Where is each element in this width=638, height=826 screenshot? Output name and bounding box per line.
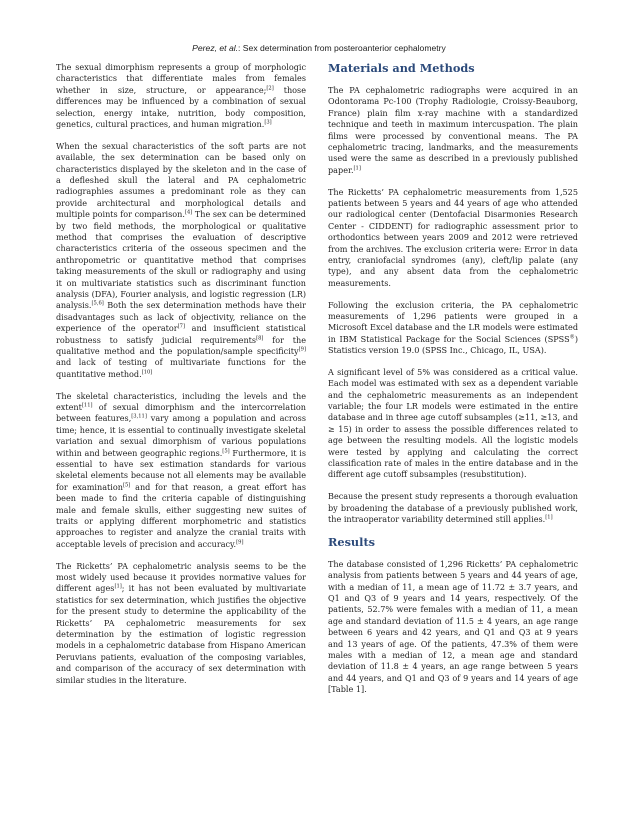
methods-paragraph-1: The PA cephalometric radiographs were acquired in an Odontorama Pc-100 (Trophy Radiologie, Croissy-Beauborg, France) plain film x-ray machine with a standardized technique and teeth in maximum intercuspation. The plain films were processed by conventional means. The PA cephalometric tracing, landmarks, and the measurements used were the same as described in a previously published paper.[1] (328, 85, 578, 175)
header-title: : Sex determination from posteroanterior cephalometry (238, 43, 446, 53)
citation-ref: [10] (141, 369, 153, 376)
methods-paragraph-5: Because the present study represents a thorough evaluation by broadening the database of a previously published work, the intraoperator variability determined still applies.[1] (328, 491, 578, 524)
methods-paragraph-2: The Ricketts’ PA cephalometric measurements from 1,525 patients between 5 years and 44 years of age who attended our radiological center (Dentofacial Disarmonies Research Center - CIDDENT) for radiographic assessment prior to orthodontics between years 2009 and 2012 were retrieved from the archives. The exclusion criteria were: Error in data entry, craniofacial syndromes (any), cleft/lip palate (any type), and any absent data from the cephalometric measurements. (328, 186, 578, 288)
citation-ref: [5,6] (91, 300, 104, 307)
left-column (56, 62, 306, 696)
citation-ref: [11] (81, 402, 93, 409)
intro-paragraph-1: The sexual dimorphism represents a group of morphologic characteristics that differentiate males from females whether in size, structure, or appearance;[2] those differences may be influenced by a combination of sexual selection, energy intake, nutrition, body composition, genetics, cultural practices, and human migration.[3] (56, 62, 307, 130)
citation-ref: [3,11] (131, 413, 147, 420)
citation-ref: [5] (222, 447, 230, 454)
citation-ref: [4] (184, 209, 193, 216)
running-header (0, 43, 638, 53)
citation-ref: [3] (264, 119, 272, 126)
citation-ref: [1] (353, 165, 361, 172)
citation-ref: [5] (122, 482, 131, 489)
methods-paragraph-4: A significant level of 5% was considered as a critical value. Each model was estimated with sex as a dependent variable and the cephalometric measurements as an independent variable; the four LR models were estimated in the entire database and in three age cutoff subsamples (≥11, ≥13, and ≥ 15) in order to assess the possible differences related to age between the resulting models. All the logistic models were tested by applying and calculating the correct classification rate of males in the entire database and in the different age cutoff subsamples (resubstitution). (328, 366, 578, 480)
citation-ref: [9] (298, 346, 306, 353)
intro-paragraph-2: When the sexual characteristics of the soft parts are not available, the sex determination can be based only on characteristics displayed by the skeleton and in the case of a defleshed skull the lateral and PA cephalometric radiographies assumes a predominant role as they can provide architectural and morphological details and multiple points for comparison.[4] The sex can be determined by two field methods, the morphological or qualitative method that comprises the evaluation of descriptive characteristics criteria of the osseous specimen and the anthropometric or quantitative method that comprises taking measurements of the skull or radiography and using it on multivariate statistics such as discriminant function analysis (DFA), Fourier analysis, and logistic regression (LR) analysis.[5,6] Both the sex determination methods have their disadvantages such as lack of objectivity, reliance on the experience of the operator[7] and insufficient statistical robustness to satisfy judicial requirements[8] for the qualitative method and the population/sample specificity[9] and lack of testing of multivariate functions for the quantitative method.[10] (56, 140, 306, 379)
citation-ref: [2] (266, 85, 274, 92)
methods-paragraph-3: Following the exclusion criteria, the PA cephalometric measurements of 1,296 patients were grouped in a Microsoft Excel database and the LR models were estimated in IBM Statistical Package for the Social Sciences (SPSS®) Statistics version 19.0 (SPSS Inc., Chicago, IL, USA). (328, 299, 578, 356)
registered-mark: ® (569, 334, 575, 341)
results-paragraph-1: The database consisted of 1,296 Ricketts’ PA cephalometric analysis from patients between 5 years and 44 years of age, with a median of 11, a mean age of 11.72 ± 3.7 years, and Q1 and Q3 of 9 years and 14 years, respectively. Of the patients, 52.7% were females with a median of 11, a mean age and standard deviation of 11.5 ± 4 years, an age range between 6 years and 42 years, and Q1 and Q3 at 9 years and 13 years of age. Of the patients, 47.3% of them were males with a median of 12, a mean age and standard deviation of 11.8 ± 4 years, an age range between 5 years and 44 years, and Q1 and Q3 of 9 years and 14 years of age [Table 1]. (328, 558, 578, 695)
right-column (328, 62, 578, 706)
results-heading: Results (328, 534, 376, 549)
citation-ref: [1] (114, 583, 122, 590)
citation-ref: [9] (236, 539, 244, 546)
materials-methods-heading: Materials and Methods (328, 61, 475, 75)
intro-paragraph-4: The Ricketts’ PA cephalometric analysis seems to be the most widely used because it provides normative values for different ages[1]; it has not been evaluated by multivariate statistics for sex determination, which justifies the objective for the present study to determine the applicability of the Ricketts’ PA cephalometric measurements for sex determination by the estimation of logistic regression models in a cephalometric database from Hispano American Peruvians patients, evaluation of the composing variables, and comparison of the accuracy of sex determination with similar studies in the literature. (56, 560, 306, 685)
citation-ref: [8] (256, 334, 264, 341)
citation-ref: [1] (545, 514, 553, 521)
header-authors: Perez, et al. (192, 43, 239, 53)
citation-ref: [7] (177, 323, 185, 330)
intro-paragraph-3: The skeletal characteristics, including the levels and the extent[11] of sexual dimorphism and the intercorrelation between features,[3,11] vary among a population and across time; hence, it is essential to continually investigate skeletal variation and sexual dimorphism of various populations within and between geographic regions.[5] Furthermore, it is essential to have sex estimation standards for various skeletal elements because not all elements may be available for examination[5] and for that reason, a great effort has been made to find the criteria capable of distinguishing male and female skulls, either suggesting new suites of traits or applying different morphometric and statistics approaches to register and analyze the cranial traits with acceptable levels of precision and accuracy.[9] (56, 390, 306, 549)
